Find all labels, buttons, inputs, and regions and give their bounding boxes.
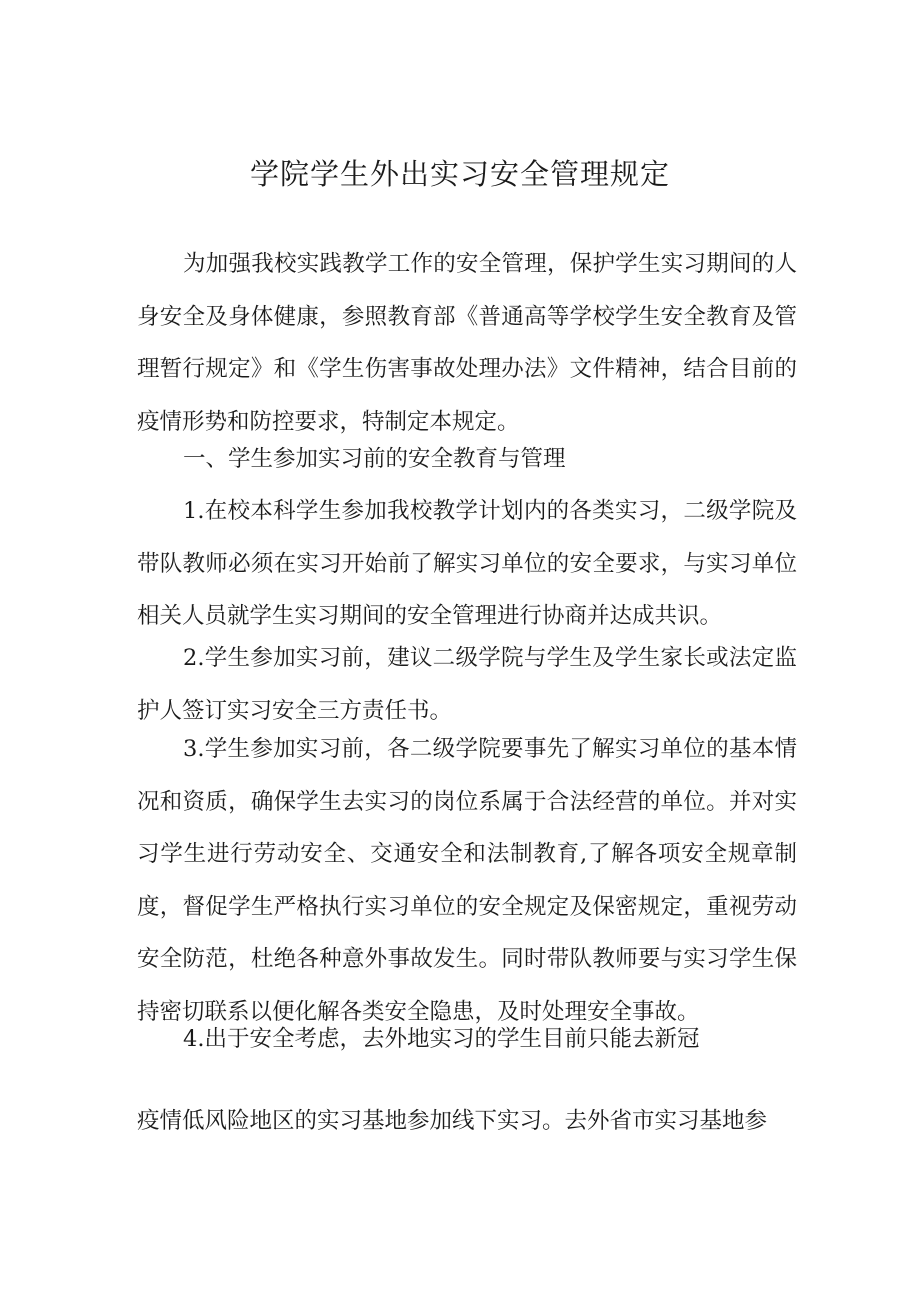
section-heading: 一、学生参加实习前的安全教育与管理 [183,446,566,472]
list-item: 3.学生参加实习前，各二级学院要事先了解实习单位的基本情况和资质，确保学生去实习的岗位系属于合法经营的单位。并对实习学生进行劳动安全、交通安全和法制教育,了解各项安全规章制度，督促学生严格执行实习单位的安全规定及保密规定，重视劳动安全防范，杜绝各种意外事故发生。同时带队教师要与实习学生保持密切联系以便化解各类安全隐患，及时处理安全事故。 [137,736,797,1025]
list-item: 1.在校本科学生参加我校教学计划内的各类实习，二级学院及带队教师必须在实习开始前了解实习单位的安全要求，与实习单位相关人员就学生实习期间的安全管理进行协商并达成共识。 [137,498,797,629]
list-item: 2.学生参加实习前，建议二级学院与学生及学生家长或法定监护人签订实习安全三方责任书。 [137,645,797,724]
document-title: 学院学生外出实习安全管理规定 [249,157,670,191]
intro-paragraph: 为加强我校实践教学工作的安全管理，保护学生实习期间的人身安全及身体健康，参照教育部《普通高等学校学生安全教育及管理暂行规定》和《学生伤害事故处理办法》文件精神，结合目前的疫情形势和防控要求，特制定本规定。 [137,251,797,435]
list-item-continuation: 疫情低风险地区的实习基地参加线下实习。去外省市实习基地参 [137,1108,768,1134]
list-item: 4.出于安全考虑，去外地实习的学生目前只能去新冠 [183,1026,700,1052]
